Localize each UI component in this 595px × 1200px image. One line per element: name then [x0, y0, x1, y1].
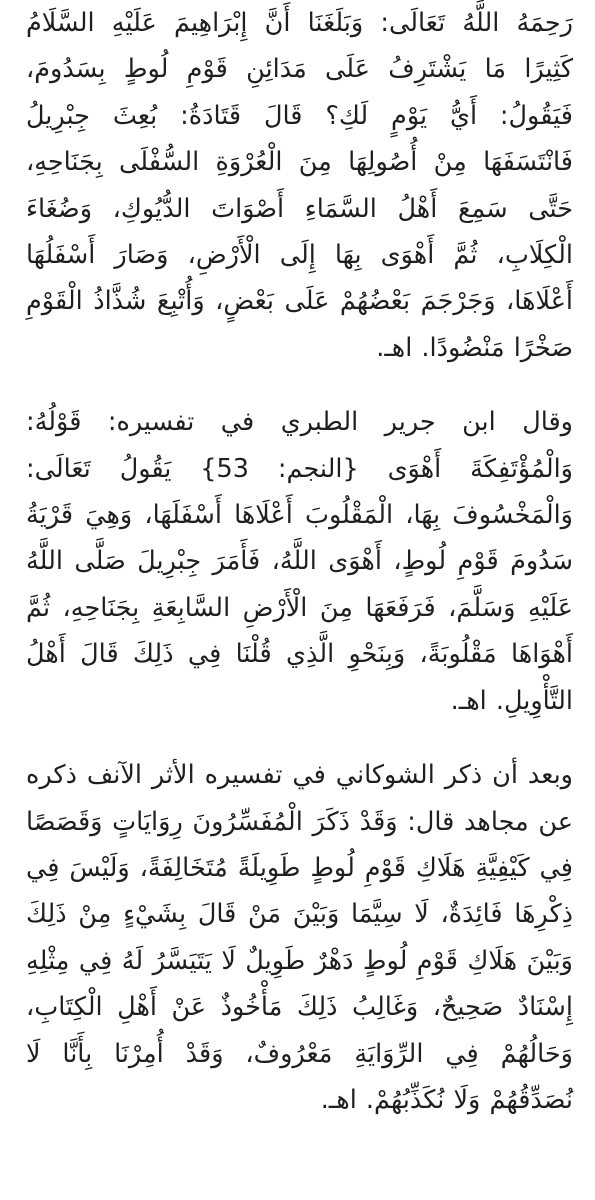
paragraph-tabari-tafsir: وقال ابن جرير الطبري في تفسيره: قَوْلُهُ: وَالْمُؤْتَفِكَةَ أَهْوَى {النجم: 53} يَقُولُ تَعَالَى: وَالْمَخْسُوفَ بِهَا، الْمَقْلُوبَ أَعْلَاهَا أَسْفَلَهَا، وَهِيَ قَرْيَةُ سَدُومَ قَوْمِ لُوطٍ، أَهْوَى اللَّهُ، فَأَمَرَ جِبْرِيلَ صَلَّى اللَّهُ عَلَيْهِ وَسَلَّمَ، فَرَفَعَهَا مِنَ الْأَرْضِ السَّابِعَةِ بِجَنَاحِهِ، ثُمَّ أَهْوَاهَا مَقْلُوبَةً، وَبِنَحْوِ الَّذِي قُلْنَا فِي ذَلِكَ قَالَ أَهْلُ التَّأْوِيلِ. اهـ.: [26, 407, 573, 716]
paragraph-ibn-kathir-quote: رَحِمَهُ اللَّهُ تَعَالَى: وَبَلَغَنَا أَنَّ إِبْرَاهِيمَ عَلَيْهِ السَّلَامُ كَثِيرًا مَا يَشْتَرِفُ عَلَى مَدَائِنِ قَوْمِ لُوطٍ بِسَدُومَ، فَيَقُولُ: أَيُّ يَوْمٍ لَكِ؟ قَالَ قَتَادَةُ: بُعِثَ جِبْرِيلُ فَانْتَسَفَهَا مِنْ أُصُولِهَا مِنَ الْعُرْوَةِ السُّفْلَى بِجَنَاحِهِ، حَتَّى سَمِعَ أَهْلُ السَّمَاءِ أَصْوَاتَ الدُّيُوكِ، وَضُغَاءَ الْكِلَابِ، ثُمَّ أَهْوَى بِهَا إِلَى الْأَرْضِ، وَصَارَ أَسْفَلُهَا أَعْلَاهَا، وَجَرْجَمَ بَعْضُهُمْ عَلَى بَعْضٍ، وَأُتْبِعَ شُذَّاذُ الْقَوْمِ صَخْرًا مَنْضُودًا. اهـ.: [26, 8, 573, 363]
paragraph-shawkani-tafsir: وبعد أن ذكر الشوكاني في تفسيره الأثر الآنف ذكره عن مجاهد قال: وَقَدْ ذَكَرَ الْمُفَسِّرُونَ رِوَايَاتٍ وَقَصَصًا فِي كَيْفِيَّةِ هَلَاكِ قَوْمِ لُوطٍ طَوِيلَةً مُتَخَالِفَةً، وَلَيْسَ فِي ذِكْرِهَا فَائِدَةٌ، لَا سِيَّمَا وَبَيْنَ مَنْ قَالَ بِشَيْءٍ مِنْ ذَلِكَ وَبَيْنَ هَلَاكِ قَوْمِ لُوطٍ دَهْرٌ طَوِيلٌ لَا يَتَيَسَّرُ لَهُ فِي مِثْلِهِ إِسْنَادٌ صَحِيحٌ، وَغَالِبُ ذَلِكَ مَأْخُوذٌ عَنْ أَهْلِ الْكِتَابِ، وَحَالُهُمْ فِي الرِّوَايَةِ مَعْرُوفٌ، وَقَدْ أُمِرْنَا بِأَنَّا لَا نُصَدِّقُهُمْ وَلَا نُكَذِّبُهُمْ. اهـ.: [26, 760, 573, 1115]
